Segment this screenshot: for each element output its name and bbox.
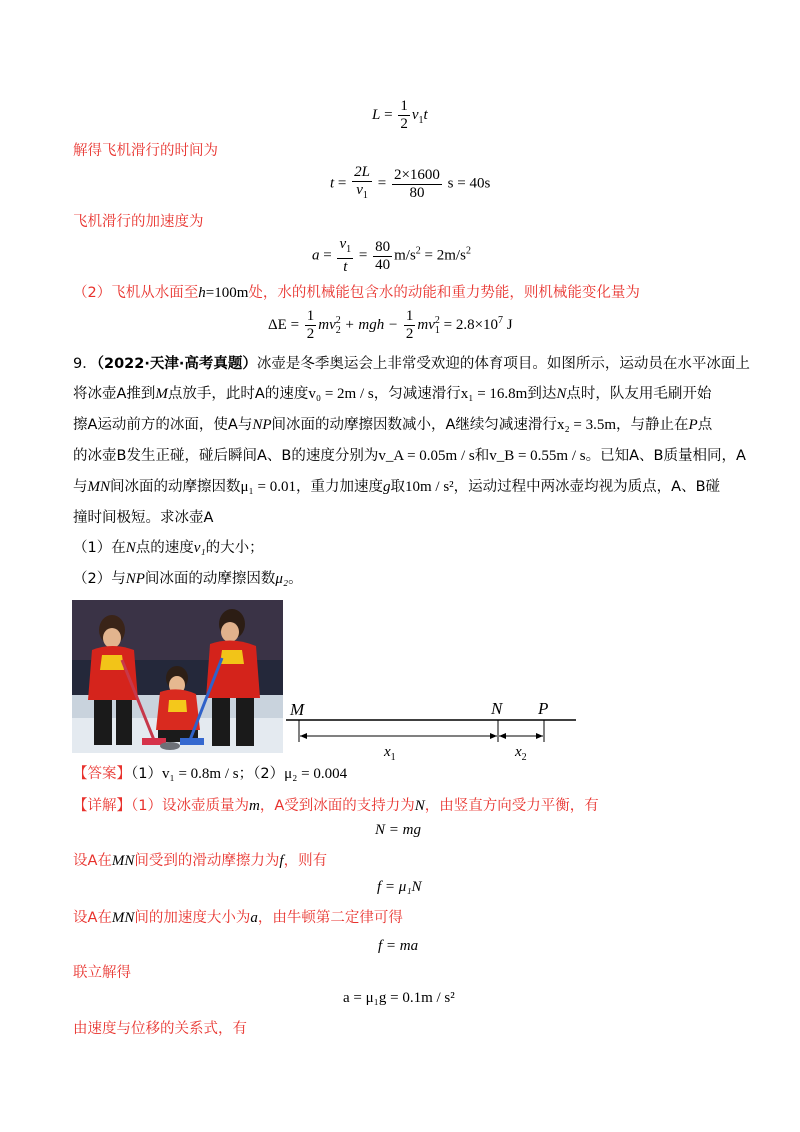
- label-P: P: [538, 700, 549, 718]
- curling-photo: [72, 600, 283, 753]
- detail-line5: 由速度与位移的关系式，有: [73, 1021, 247, 1037]
- equation-N-mg: N = mg: [375, 822, 421, 838]
- question-9-line5: 与MN间冰面的动摩擦因数μ₁ = 0.01，重力加速度g取10m / s²，运动过程中两冰壶均视为质点，A、B碰: [73, 479, 721, 495]
- arrowhead-x1-right: [490, 733, 497, 739]
- label-N: N: [491, 700, 503, 718]
- curling-photo-illustration: [72, 600, 283, 753]
- label-M: M: [290, 700, 305, 719]
- equation-a: a = $\frac{v_1}{t}$ = $\frac{80}{40}$ $m/s^2 = 2m/s^2$: [312, 236, 471, 275]
- equation-L: L = $\frac{1}{2}$ $v_1t$: [372, 98, 428, 132]
- arrowhead-x2-right: [536, 733, 543, 739]
- arrowhead-x1-left: [300, 733, 307, 739]
- question-9-line2: 将冰壶A推到M点放手，此时A的速度v₀ = 2m / s，匀减速滑行x₁ = 16.8m到达N点时，队友用毛刷开始: [73, 386, 712, 402]
- arrowhead-x2-left: [499, 733, 506, 739]
- equation-a-mu-g: a = μ₁g = 0.1m / s²: [343, 990, 455, 1006]
- equation-delta-E: ΔE = $\frac{1}{2}$ $mv_2^2$ + mgh − $\frac{1}{2}$ $mv_1^2 = 2.8\times 10^7$ J: [268, 308, 513, 342]
- detail-line2: 设A在MN间受到的滑动摩擦力为f，则有: [73, 853, 328, 869]
- question-9-line6: 撞时间极短。求冰壶A: [73, 510, 214, 526]
- equation-f-ma: f = ma: [378, 938, 419, 954]
- question-9-sub1: （1）在N点的速度v₁的大小；: [73, 540, 264, 556]
- label-x1: $x_1$: [384, 744, 396, 762]
- detail-line4: 联立解得: [73, 965, 131, 981]
- question-9-line4: 的冰壶B发生正碰，碰后瞬间A、B的速度分别为v_A = 0.05m / s和v_B = 0.55m / s。已知A、B质量相同，A: [73, 448, 746, 464]
- question-9-line1: 9．（2022·天津·高考真题）冰壶是冬季奥运会上非常受欢迎的体育项目。如图所示，运动员在水平冰面上: [73, 356, 750, 372]
- distance-diagram: [286, 700, 580, 762]
- text-acceleration: 飞机滑行的加速度为: [73, 214, 204, 230]
- question-9-line3: 擦A运动前方的冰面，使A与NP间冰面的动摩擦因数减小，A继续匀减速滑行x₂ = 3.5m，与静止在P点: [73, 417, 713, 433]
- label-x2: $x_2$: [515, 744, 527, 762]
- answer-line: 【答案】（1）v₁ = 0.8m / s；（2）μ₂ = 0.004: [73, 766, 348, 782]
- question-9-sub2: （2）与NP间冰面的动摩擦因数μ₂。: [73, 571, 303, 587]
- equation-f-muN: f = μ₁N: [377, 879, 422, 895]
- text-part2: （2）飞机从水面至h=100m处，水的机械能包含水的动能和重力势能，则机械能变化量为: [73, 285, 640, 301]
- detail-line3: 设A在MN间的加速度大小为a，由牛顿第二定律可得: [73, 910, 403, 926]
- detail-line1: 【详解】（1）设冰壶质量为m，A受到冰面的支持力为N，由竖直方向受力平衡，有: [73, 798, 599, 814]
- text-solve-time: 解得飞机滑行的时间为: [73, 143, 218, 159]
- equation-t: t = $\frac{2L}{v_1}$ = $\frac{2\times 1600}{80}$ s = 40s: [330, 164, 491, 201]
